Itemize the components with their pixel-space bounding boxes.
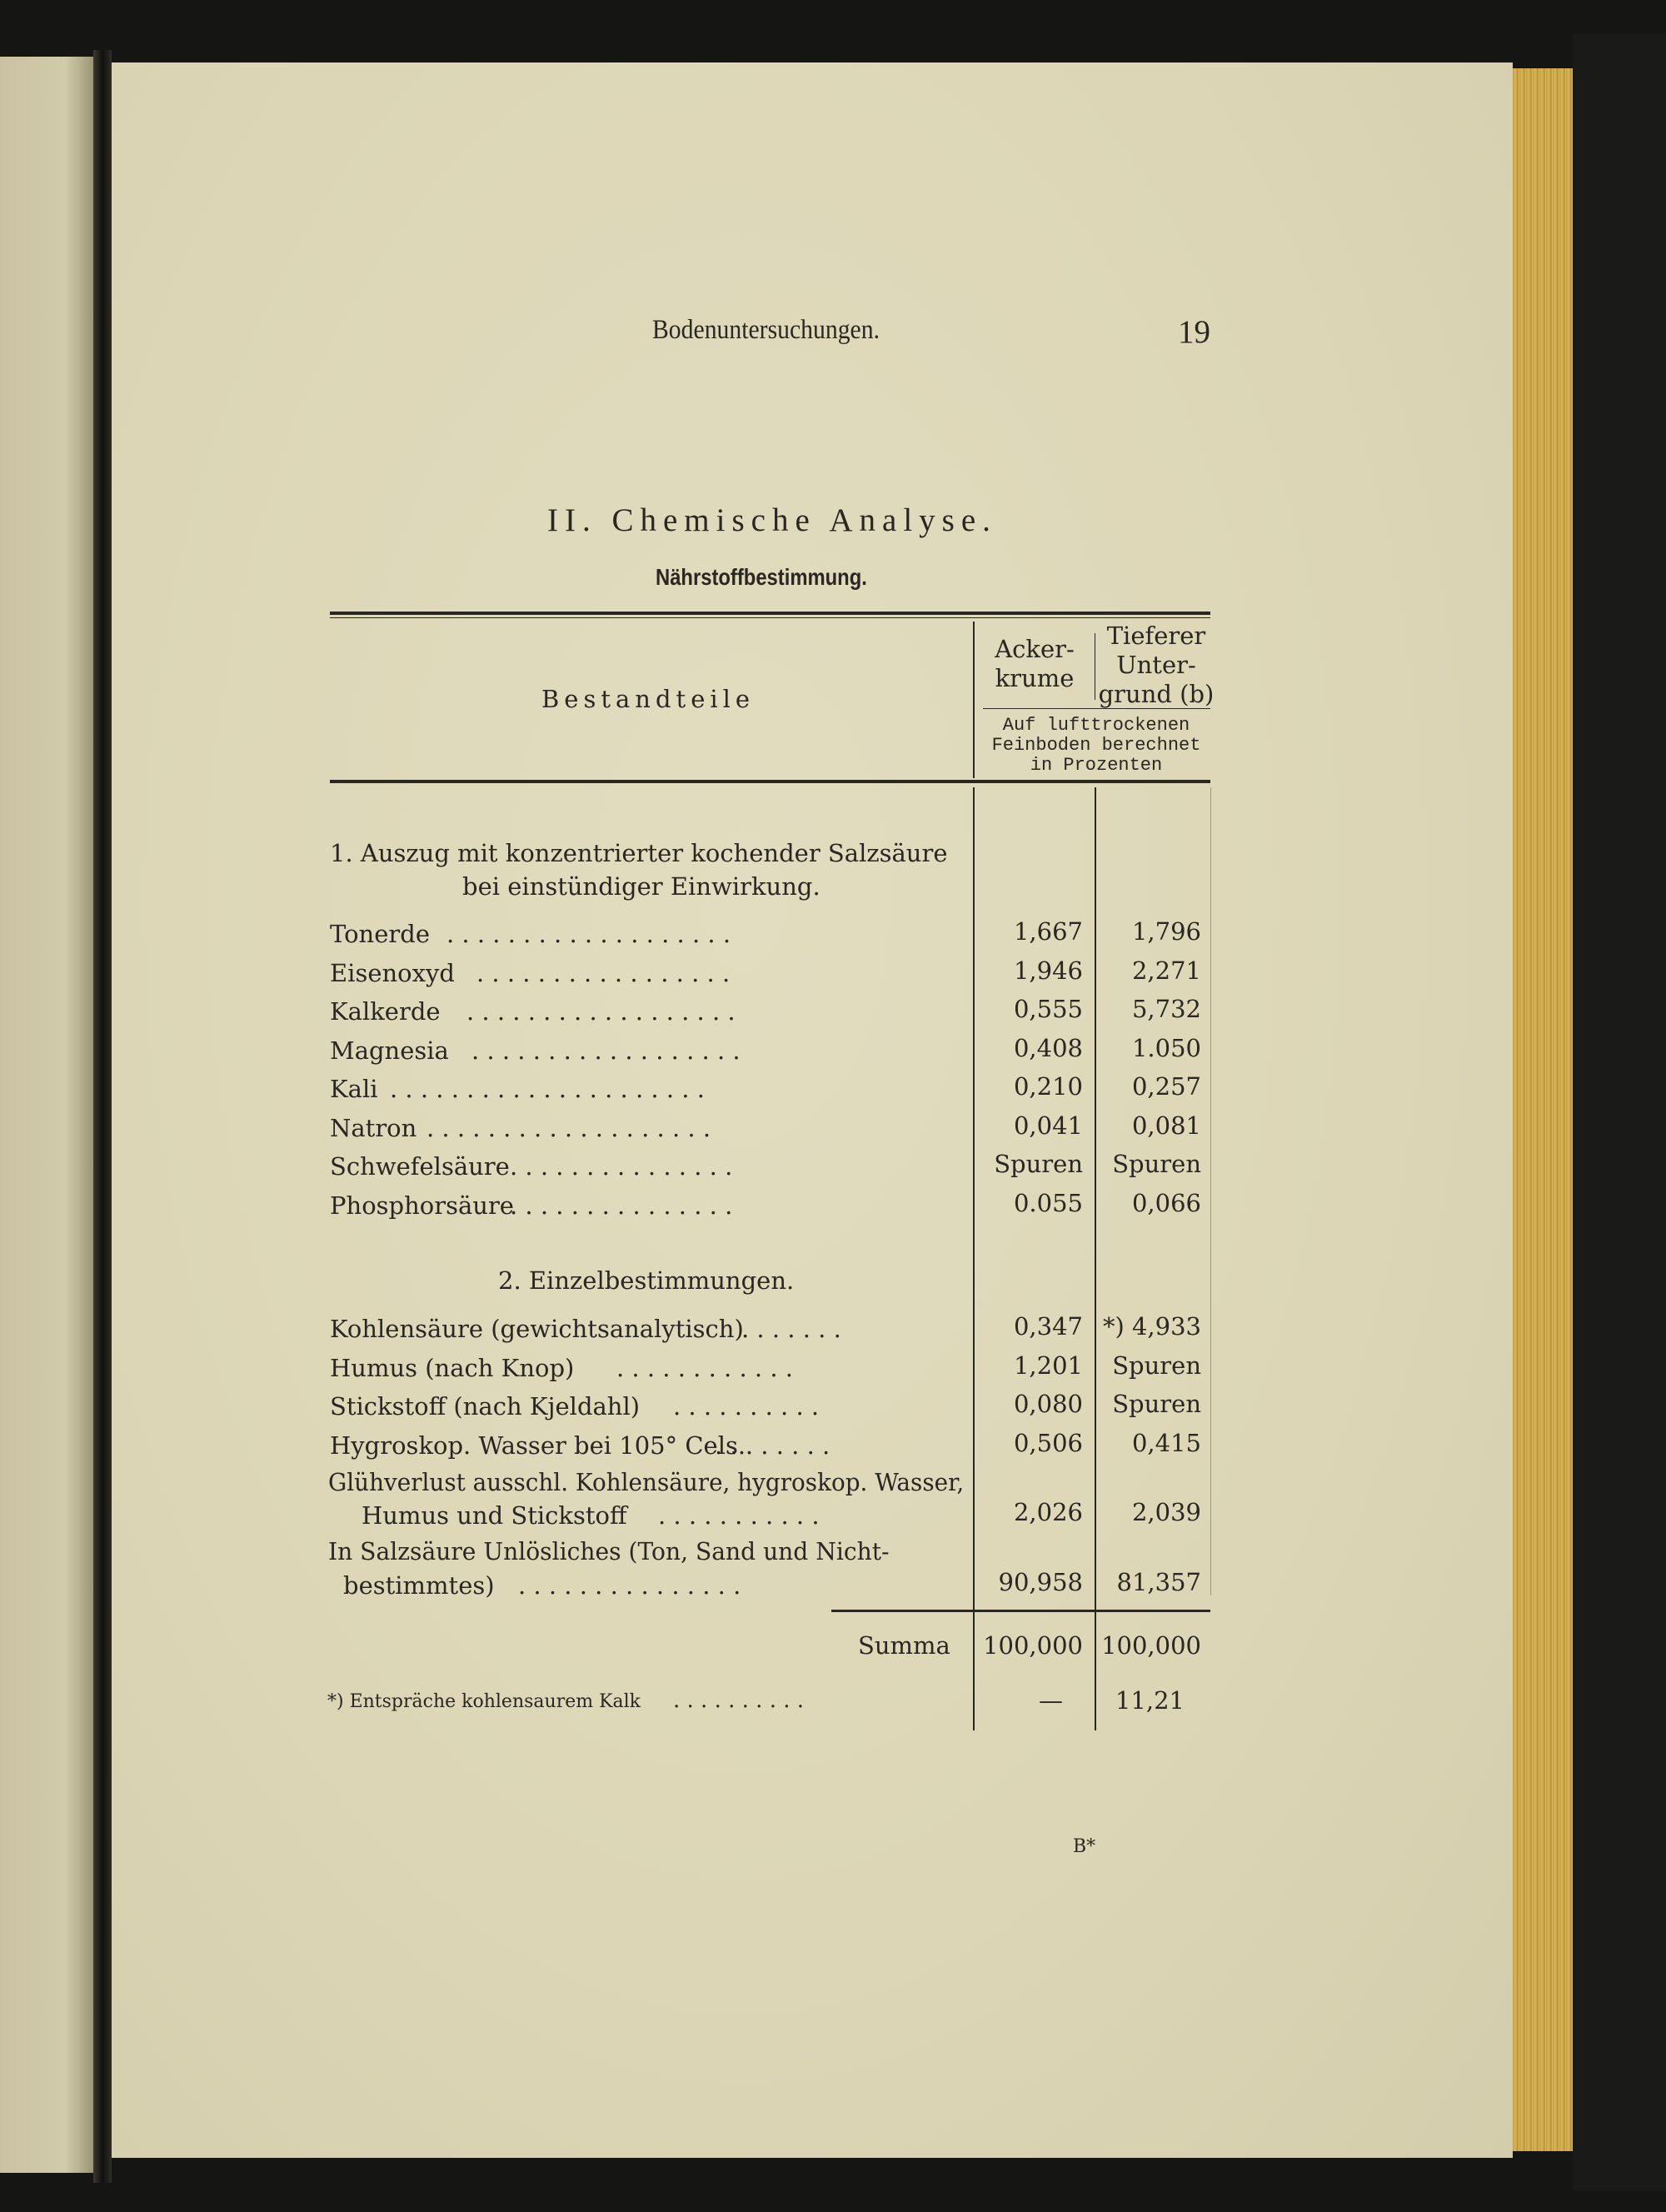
gluehverlust-label-line2: Humus und Stickstoff (362, 1501, 627, 1530)
row-leader-dots: . . . . . . . . . . . . . . . . . . (471, 1036, 741, 1065)
gluehverlust-value-a: 2,026 (1013, 1498, 1083, 1526)
unloesliches-label-line2: bestimmtes) (343, 1571, 495, 1600)
row-label: Tonerde (330, 920, 430, 948)
row-value-a: 1,946 (1013, 956, 1083, 985)
row-label: Kalkerde (330, 997, 441, 1026)
body-right-edge (1210, 787, 1211, 1595)
row-label: Phosphorsäure (330, 1191, 514, 1220)
unloesliches-value-a: 90,958 (998, 1568, 1083, 1596)
header-col-label: Bestandteile (541, 685, 756, 713)
left-page-edge (0, 57, 93, 2173)
unloesliches-dots: . . . . . . . . . . . . . . . (518, 1571, 741, 1600)
row-value-a: 0,408 (1013, 1033, 1083, 1062)
row-value-b: Spuren (1112, 1390, 1201, 1418)
row-value-a: 0,347 (1013, 1312, 1083, 1341)
row-value-a: 0,041 (1013, 1111, 1083, 1140)
row-leader-dots: . . . . . . . . . . . . . . . . . (476, 958, 731, 987)
row-value-a: 0,506 (1013, 1428, 1083, 1457)
gluehverlust-dots: . . . . . . . . . . . (658, 1501, 820, 1530)
row-leader-dots: . . . . . . . . . . . . . . . . . . . . . (390, 1075, 705, 1103)
row-value-b: 0,415 (1131, 1428, 1201, 1457)
row-label: Humus (nach Knop) (330, 1353, 575, 1382)
row-label: Eisenoxyd (330, 958, 455, 987)
body-column-divider-a (973, 787, 975, 1730)
header-column-divider (973, 622, 975, 778)
footnote-value-a: — (1039, 1686, 1063, 1715)
table-top-rule (330, 612, 1210, 615)
signature-mark: B* (1073, 1836, 1096, 1857)
row-label: Kohlensäure (gewichtsanalytisch) (330, 1315, 744, 1343)
row-value-b: Spuren (1112, 1351, 1201, 1380)
group1-heading-line1: 1. Auszug mit konzentrierter kochender Salzsäure (330, 839, 948, 867)
row-value-a: Spuren (994, 1150, 1083, 1178)
row-value-b: 1.050 (1131, 1033, 1201, 1062)
row-value-a: 1,667 (1013, 917, 1083, 946)
header-unit-note: Auf lufttrockenen Feinboden berechnet in Prozenten (991, 715, 1201, 776)
book-page (112, 62, 1513, 2158)
footnote-dots: . . . . . . . . . . (673, 1688, 805, 1713)
row-value-b: 5,732 (1131, 995, 1201, 1023)
row-label: Schwefelsäure (330, 1152, 510, 1181)
header-bottom-rule (330, 780, 1210, 783)
body-column-divider-b (1095, 787, 1096, 1730)
row-leader-dots: . . . . . . . . . . . . (616, 1353, 794, 1382)
summa-value-a: 100,000 (983, 1631, 1083, 1660)
row-leader-dots: . . . . . . . . . . . . . . . . . . . (426, 1113, 711, 1142)
row-leader-dots: . . . . . . . . . . (673, 1392, 820, 1421)
header-col-b: Tieferer Unter- grund (b) (1098, 622, 1215, 708)
book-gutter (93, 50, 112, 2183)
unloesliches-value-b: 81,357 (1116, 1568, 1201, 1596)
table-top-rule-thin (330, 617, 1210, 618)
table-title: Nährstoffbestimmung. (656, 564, 867, 590)
row-value-a: 0,210 (1013, 1072, 1083, 1101)
row-leader-dots: . . . . . . . . . . . . . . . . . . (466, 997, 736, 1026)
gluehverlust-value-b: 2,039 (1131, 1498, 1201, 1526)
row-label: Kali (330, 1075, 378, 1103)
page-stack-edge (1513, 68, 1573, 2151)
group2-heading: 2. Einzelbestimmungen. (498, 1266, 795, 1295)
row-value-a: 0.055 (1013, 1188, 1083, 1217)
row-leader-dots: . . . . . . . . . . . . . . . . . . . (446, 920, 731, 948)
group1-heading-line2: bei einstündiger Einwirkung. (462, 872, 821, 901)
unloesliches-label-line1: In Salzsäure Unlösliches (Ton, Sand und Nicht- (328, 1537, 890, 1565)
row-label: Hygroskop. Wasser bei 105° Cels. (330, 1431, 746, 1460)
section-title: II. Chemische Analyse. (547, 502, 997, 538)
row-value-a: 0,555 (1013, 995, 1083, 1023)
row-value-b: Spuren (1112, 1150, 1201, 1178)
row-leader-dots: . . . . . . . . . . . . . . . (510, 1191, 733, 1220)
book-cover (1573, 33, 1666, 2191)
footnote-value-b: 11,21 (1115, 1686, 1185, 1715)
summa-rule (831, 1610, 1210, 1612)
row-leader-dots: . . . . . . . . . . . . . . . (510, 1152, 733, 1181)
row-value-b: 2,271 (1131, 956, 1201, 985)
summa-label: Summa (858, 1631, 950, 1660)
row-value-b: 0,257 (1131, 1072, 1201, 1101)
page-number: 19 (1178, 314, 1210, 350)
row-value-a: 1,201 (1013, 1351, 1083, 1380)
row-leader-dots: . . . . . . . (741, 1315, 841, 1343)
gluehverlust-label-line1: Glühverlust ausschl. Kohlensäure, hygroskop. Wasser, (328, 1468, 965, 1496)
row-label: Stickstoff (nach Kjeldahl) (330, 1392, 641, 1421)
row-value-a: 0,080 (1013, 1390, 1083, 1418)
row-value-b: 0,066 (1131, 1188, 1201, 1217)
row-leader-dots: . . . . . . . . (715, 1431, 831, 1460)
row-value-b: 1,796 (1131, 917, 1201, 946)
row-label: Magnesia (330, 1036, 449, 1065)
row-value-b: 0,081 (1131, 1111, 1201, 1140)
row-label: Natron (330, 1113, 417, 1142)
header-col-a: Acker- krume (995, 635, 1075, 692)
row-value-b: *) 4,933 (1102, 1312, 1201, 1341)
footnote-label: *) Entspräche kohlensaurem Kalk (327, 1691, 641, 1712)
running-head: Bodenuntersuchungen. (652, 315, 880, 345)
summa-value-b: 100,000 (1101, 1631, 1201, 1660)
